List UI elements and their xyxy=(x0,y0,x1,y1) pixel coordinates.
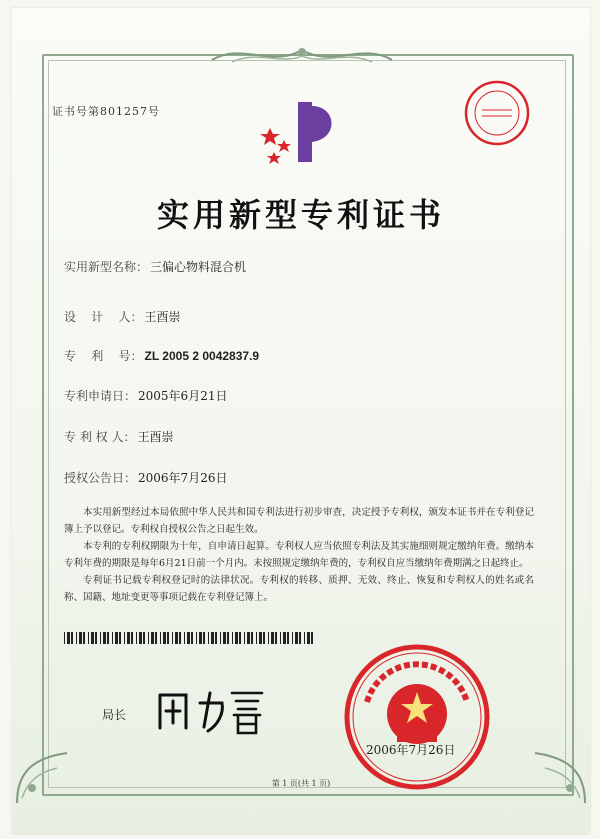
agency-seal-icon xyxy=(462,78,532,148)
top-ornament-icon xyxy=(202,40,402,70)
barcode-bar xyxy=(184,632,185,644)
barcode-bar xyxy=(299,632,301,644)
barcode-bar xyxy=(232,632,233,644)
barcode-bar xyxy=(179,632,181,644)
body-paragraph-3: 专利证书记载专利权登记时的法律状况。专利权的转移、质押、无效、终止、恢复和专利权人的姓名或名称、国籍、地址变更等事项记载在专利登记簿上。 xyxy=(64,575,534,603)
barcode-bar xyxy=(227,632,229,644)
barcode-bar xyxy=(175,632,178,644)
patentee-row xyxy=(64,428,173,445)
barcode-bar xyxy=(191,632,193,644)
patent-office-emblem-icon xyxy=(256,100,342,170)
barcode-bar xyxy=(115,632,118,644)
patent-number-value: ZL 2005 2 0042837.9 xyxy=(144,349,260,363)
barcode-bar xyxy=(172,632,173,644)
issue-date: 2006年7月26日 xyxy=(366,743,456,757)
barcode-bar xyxy=(275,632,277,644)
designer-value: 王酉崇 xyxy=(144,310,181,324)
barcode-bar xyxy=(247,632,250,644)
barcode-bar xyxy=(292,632,293,644)
barcode-bar xyxy=(155,632,157,644)
barcode-bar xyxy=(139,632,142,644)
barcode-bar xyxy=(119,632,121,644)
barcode-bar xyxy=(263,632,265,644)
patentee-label: 专 利 权 人： xyxy=(64,430,136,444)
body-paragraph-1: 本实用新型经过本局依照中华人民共和国专利法进行初步审查，决定授予专利权，颁发本证书并在专利登记簿上予以登记。专利权自授权公告之日起生效。 xyxy=(64,507,534,535)
patent-number-label: 专 利 号： xyxy=(64,349,143,363)
national-ip-office-seal-icon xyxy=(342,642,492,792)
utility-name-row xyxy=(64,258,246,275)
barcode-bar xyxy=(208,632,209,644)
barcode-bar xyxy=(163,632,166,644)
certificate-number: 证书号第801257号 xyxy=(52,105,160,118)
barcode-bar xyxy=(283,632,286,644)
barcode-bar xyxy=(76,632,77,644)
barcode-bar xyxy=(244,632,245,644)
designer-label: 设 计 人： xyxy=(64,310,143,324)
barcode-bar xyxy=(239,632,241,644)
barcode-bar xyxy=(103,632,106,644)
barcode-bar xyxy=(311,632,313,644)
barcode-bar xyxy=(256,632,257,644)
barcode-bar xyxy=(91,632,94,644)
barcode-bar xyxy=(64,632,65,644)
barcode-bar xyxy=(223,632,226,644)
barcode-icon xyxy=(64,632,314,644)
barcode-bar xyxy=(259,632,262,644)
certificate-paper xyxy=(12,8,590,834)
utility-name-label: 实用新型名称： xyxy=(64,260,149,274)
grant-date-row xyxy=(64,469,227,486)
barcode-bar xyxy=(112,632,113,644)
barcode-bar xyxy=(136,632,137,644)
grant-date-value: 2006年7月26日 xyxy=(138,471,228,485)
barcode-bar xyxy=(307,632,310,644)
barcode-bar xyxy=(295,632,298,644)
barcode-bar xyxy=(280,632,281,644)
body-paragraph-2: 本专利的专利权期限为十年，自申请日起算。专利权人应当依照专利法及其实施细则规定缴纳年费。缴纳本专利年费的期限是每年6月21日前一个月内。未按照规定缴纳年费的，专利权自应当缴纳年费期满之日起终止。 xyxy=(64,541,534,569)
corner-ornament-bottom-left-icon xyxy=(12,738,82,808)
barcode-bar xyxy=(100,632,101,644)
filing-date-label: 专利申请日： xyxy=(64,389,137,403)
barcode-bar xyxy=(203,632,205,644)
barcode-bar xyxy=(199,632,202,644)
barcode-bar xyxy=(79,632,82,644)
barcode-bar xyxy=(287,632,289,644)
filing-date-row xyxy=(64,387,227,404)
barcode-bar xyxy=(235,632,238,644)
barcode-bar xyxy=(220,632,221,644)
barcode-bar xyxy=(95,632,97,644)
director-label: 局长 xyxy=(102,708,127,722)
utility-name-value: 三偏心物料混合机 xyxy=(150,260,247,274)
page-number: 第 1 页(共 1 页) xyxy=(271,779,331,788)
barcode-bar xyxy=(71,632,73,644)
barcode-bar xyxy=(160,632,161,644)
barcode-bar xyxy=(211,632,214,644)
barcode-bar xyxy=(304,632,305,644)
barcode-bar xyxy=(83,632,85,644)
barcode-bar xyxy=(167,632,169,644)
grant-date-label: 授权公告日： xyxy=(64,471,137,485)
barcode-bar xyxy=(143,632,145,644)
patent-number-row xyxy=(64,347,259,364)
barcode-bar xyxy=(107,632,109,644)
certificate-title: 实用新型专利证书 xyxy=(156,196,445,234)
certificate-body xyxy=(64,504,534,606)
barcode-bar xyxy=(131,632,133,644)
barcode-bar xyxy=(127,632,130,644)
barcode-bar xyxy=(251,632,253,644)
director-signature xyxy=(152,683,272,738)
designer-row xyxy=(64,308,181,325)
barcode-bar xyxy=(148,632,149,644)
corner-ornament-bottom-right-icon xyxy=(520,738,590,808)
barcode-bar xyxy=(67,632,70,644)
patentee-value: 王酉崇 xyxy=(137,430,174,444)
barcode-bar xyxy=(124,632,125,644)
barcode-bar xyxy=(88,632,89,644)
barcode-bar xyxy=(268,632,269,644)
barcode-bar xyxy=(151,632,154,644)
filing-date-value: 2005年6月21日 xyxy=(138,389,228,403)
barcode-bar xyxy=(196,632,197,644)
barcode-bar xyxy=(271,632,274,644)
barcode-bar xyxy=(187,632,190,644)
barcode-bar xyxy=(215,632,217,644)
